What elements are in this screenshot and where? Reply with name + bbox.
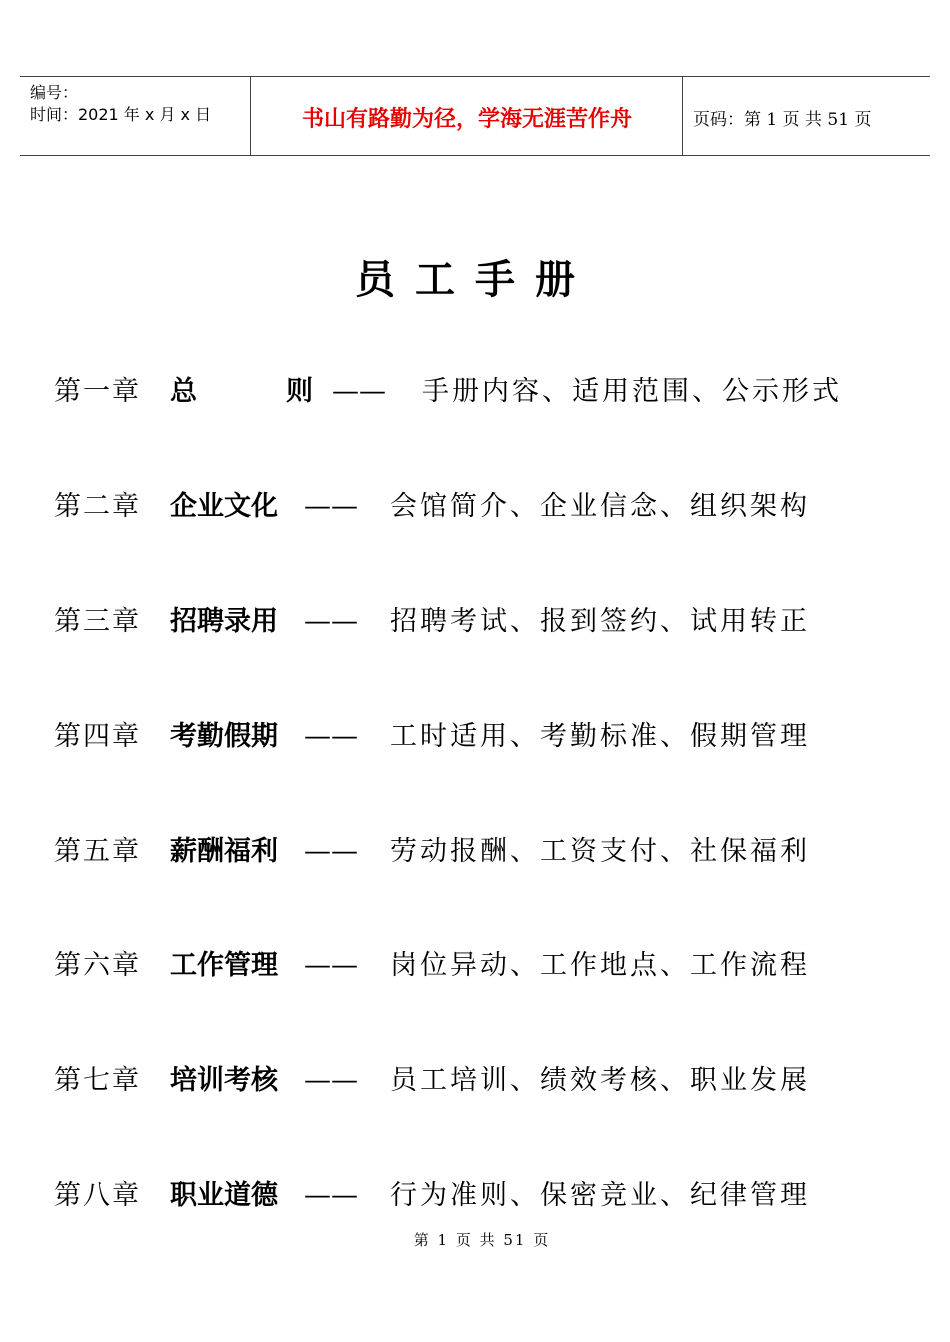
chapter-name: 企业文化 xyxy=(170,491,278,522)
header-motto-cell xyxy=(251,77,683,155)
chapter-row xyxy=(54,487,934,527)
chapter-number: 第五章 xyxy=(54,836,141,867)
chapter-name-part: 总 xyxy=(170,376,197,407)
chapter-name: 职业道德 xyxy=(170,1180,278,1211)
header-motto: 书山有路勤为径，学海无涯苦作舟 xyxy=(301,107,632,132)
chapter-number: 第二章 xyxy=(54,491,141,522)
chapter-row xyxy=(54,1061,934,1101)
document-date-label: 时间：2021 年 x 月 x 日 xyxy=(30,105,212,124)
page-title: 员工手册 xyxy=(355,257,595,303)
chapter-dash: —— xyxy=(304,1065,358,1096)
chapter-number: 第六章 xyxy=(54,950,141,981)
page-header xyxy=(20,76,930,156)
document-number-label: 编号： xyxy=(30,83,79,102)
chapter-description: 会馆简介、企业信念、组织架构 xyxy=(390,491,810,522)
chapter-row xyxy=(54,372,934,412)
chapter-dash: —— xyxy=(304,721,358,752)
chapter-row xyxy=(54,1176,934,1216)
chapter-description: 岗位异动、工作地点、工作流程 xyxy=(390,950,810,981)
chapter-dash: —— xyxy=(304,950,358,981)
chapter-row xyxy=(54,602,934,642)
header-page-info: 页码：第 1 页 共 51 页 xyxy=(693,110,872,130)
chapter-row xyxy=(54,717,934,757)
header-page-cell xyxy=(683,77,930,155)
chapter-row xyxy=(54,832,934,872)
page-footer: 第 1 页 共 51 页 xyxy=(413,1231,551,1249)
chapter-name: 招聘录用 xyxy=(170,606,278,637)
chapter-description: 工时适用、考勤标准、假期管理 xyxy=(390,721,810,752)
chapter-name-part: 则 xyxy=(286,376,313,407)
chapter-description: 招聘考试、报到签约、试用转正 xyxy=(390,606,810,637)
chapter-name: 薪酬福利 xyxy=(170,836,278,867)
chapter-number: 第七章 xyxy=(54,1065,141,1096)
chapter-dash: —— xyxy=(304,606,358,637)
chapter-description: 手册内容、适用范围、公示形式 xyxy=(422,376,842,407)
chapter-number: 第一章 xyxy=(54,376,141,407)
chapter-description: 劳动报酬、工资支付、社保福利 xyxy=(390,836,810,867)
chapter-dash: —— xyxy=(304,491,358,522)
header-meta-cell xyxy=(20,77,251,155)
chapter-dash: —— xyxy=(304,1180,358,1211)
chapter-number: 第四章 xyxy=(54,721,141,752)
chapter-name: 培训考核 xyxy=(170,1065,278,1096)
chapter-dash: —— xyxy=(332,376,386,407)
chapter-number: 第三章 xyxy=(54,606,141,637)
chapter-row xyxy=(54,946,934,986)
chapter-name: 考勤假期 xyxy=(170,721,278,752)
chapter-number: 第八章 xyxy=(54,1180,141,1211)
chapter-dash: —— xyxy=(304,836,358,867)
chapter-description: 员工培训、绩效考核、职业发展 xyxy=(390,1065,810,1096)
chapter-description: 行为准则、保密竞业、纪律管理 xyxy=(390,1180,810,1211)
chapter-name: 工作管理 xyxy=(170,950,278,981)
